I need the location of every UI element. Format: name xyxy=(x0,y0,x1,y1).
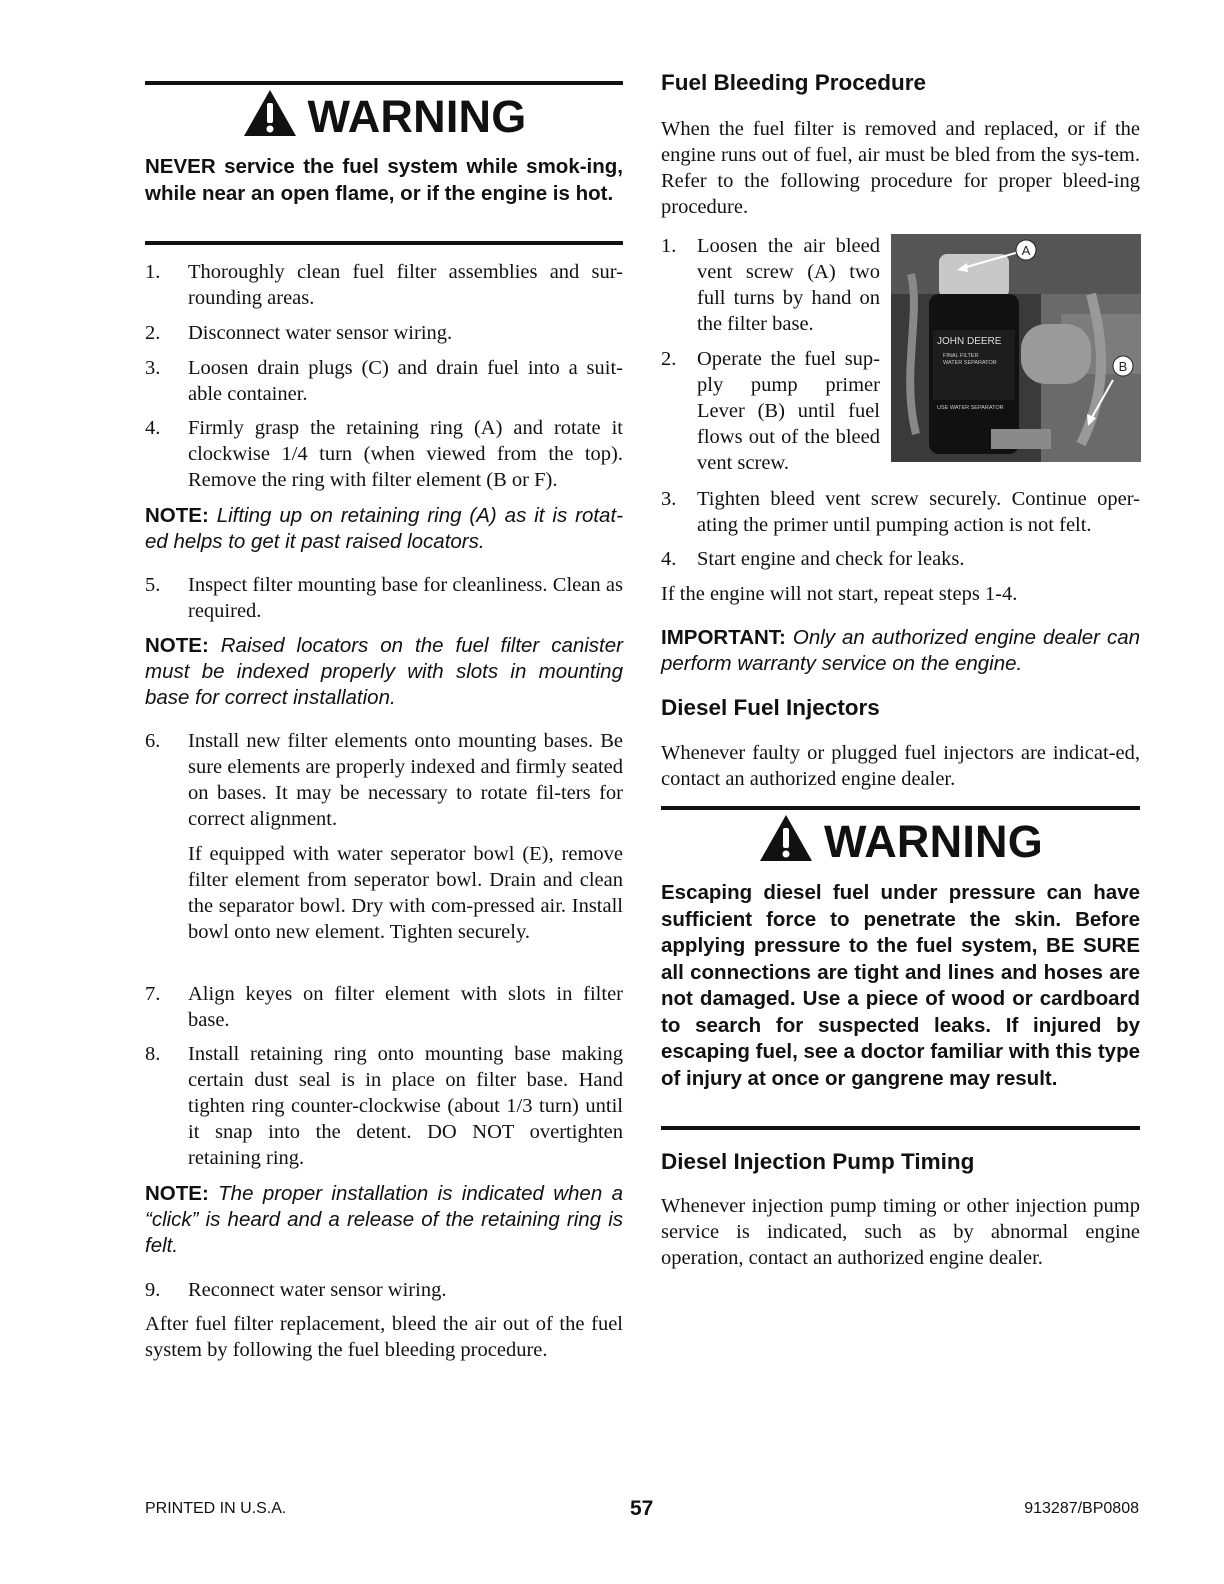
list-item: 1. Loosen the air bleed vent screw (A) two full turns by hand on the filter base. xyxy=(661,235,880,335)
important-note: IMPORTANT: Only an authorized engine dealer can perform warranty service on the engine. xyxy=(661,626,1141,675)
filter-label-line: FINAL FILTER xyxy=(943,353,979,359)
list-item: 7. Align keyes on filter element with slots in filter base. xyxy=(145,983,623,1031)
warning-bottom-rule xyxy=(661,1126,1140,1130)
page-number: 57 xyxy=(630,1497,654,1520)
pump-timing-text: Whenever injection pump timing or other injection pump service is indicated, such as by abnormal engine operation, contact an authorized engine dealer. xyxy=(661,1195,1140,1269)
fuel-filter-photo xyxy=(891,234,1141,462)
section-heading-fuel-bleeding: Fuel Bleeding Procedure xyxy=(661,70,927,95)
warning-heading: WARNING xyxy=(661,813,1140,872)
note: NOTE: Raised locators on the fuel filter canister must be indexed properly with slots in mounting base for correct installation. xyxy=(145,634,623,709)
warning-text: Escaping diesel fuel under pressure can have sufficient force to penetrate the skin. Before applying pressure to the fuel system, BE SURE all connections are tight and lines and hoses are not damaged. Use a piece of wood or cardboard to search for suspected leaks. If injured by escaping fuel, see a doctor familiar with this type of injury at once or gangrene may result. xyxy=(661,881,1140,1090)
list-item-subparagraph: If equipped with water seperator bowl (E), remove filter element from seperator bowl. Drain and clean the separator bowl. Dry with com-pressed air. Install bowl onto new element. Tighten securely. xyxy=(188,843,623,943)
bleeding-intro: When the fuel filter is removed and replaced, or if the engine runs out of fuel, air must be bled from the sys-tem. Refer to the following procedure for proper bleed-ing procedure. xyxy=(661,118,1140,218)
callout-a-label: A xyxy=(1021,243,1031,258)
warning-top-rule xyxy=(661,806,1140,810)
list-item: 3. Loosen drain plugs (C) and drain fuel into a suit-able container. xyxy=(145,357,623,405)
list-item: 9. Reconnect water sensor wiring. xyxy=(145,1279,447,1301)
warning-bottom-rule xyxy=(145,241,623,245)
closing-paragraph: After fuel filter replacement, bleed the air out of the fuel system by following the fuel bleeding procedure. xyxy=(145,1313,623,1361)
note: NOTE: The proper installation is indicated when a “click” is heard and a release of the retaining ring is felt. xyxy=(145,1182,623,1257)
injectors-text: Whenever faulty or plugged fuel injectors are indicat-ed, contact an authorized engine dealer. xyxy=(661,742,1140,790)
warning-top-rule xyxy=(145,81,623,85)
list-item: 4. Firmly grasp the retaining ring (A) and rotate it clockwise 1/4 turn (when viewed from the top). Remove the ring with filter element (B or F). xyxy=(145,417,623,491)
warning-heading: WARNING xyxy=(145,88,623,147)
warning-text: NEVER service the fuel system while smok-ing, while near an open flame, or if the engine is hot. xyxy=(145,155,623,205)
repeat-steps-text: If the engine will not start, repeat steps 1-4. xyxy=(661,583,1018,605)
list-item: 4. Start engine and check for leaks. xyxy=(661,548,965,570)
warning-triangle-icon xyxy=(758,813,814,872)
list-item: 1. Thoroughly clean fuel filter assemblies and sur-rounding areas. xyxy=(145,261,623,309)
footer-printed-in: PRINTED IN U.S.A. xyxy=(145,1500,287,1517)
filter-label-line: USE WATER SEPARATOR xyxy=(937,405,1004,411)
filter-brand-label: JOHN DEERE xyxy=(937,336,1002,347)
note: NOTE: Lifting up on retaining ring (A) as it is rotat-ed helps to get it past raised locators. xyxy=(145,504,623,553)
footer-document-code: 913287/BP0808 xyxy=(1024,1500,1139,1517)
list-item: 2. Operate the fuel sup-ply pump primer Lever (B) until fuel flows out of the bleed vent screw. xyxy=(661,348,880,474)
list-item: 6. Install new filter elements onto mounting bases. Be sure elements are properly indexed and firmly seated on bases. It may be necessary to rotate fil-ters for correct alignment. xyxy=(145,730,623,830)
filter-label-line: WATER SEPARATOR xyxy=(943,360,997,366)
list-item: 5. Inspect filter mounting base for cleanliness. Clean as required. xyxy=(145,574,623,622)
section-heading-injectors: Diesel Fuel Injectors xyxy=(661,695,880,720)
list-item: 2. Disconnect water sensor wiring. xyxy=(145,322,453,344)
section-heading-pump-timing: Diesel Injection Pump Timing xyxy=(661,1149,975,1174)
list-item: 8. Install retaining ring onto mounting base making certain dust seal is in place on filter base. Hand tighten ring counter-clockwise (about 1/3 turn) until it snap into the detent. DO NOT overtighten retaining ring. xyxy=(145,1043,623,1169)
warning-triangle-icon xyxy=(242,88,298,147)
list-item: 3. Tighten bleed vent screw securely. Continue oper-ating the primer until pumping action is not felt. xyxy=(661,488,1140,536)
callout-b-label: B xyxy=(1118,359,1128,374)
